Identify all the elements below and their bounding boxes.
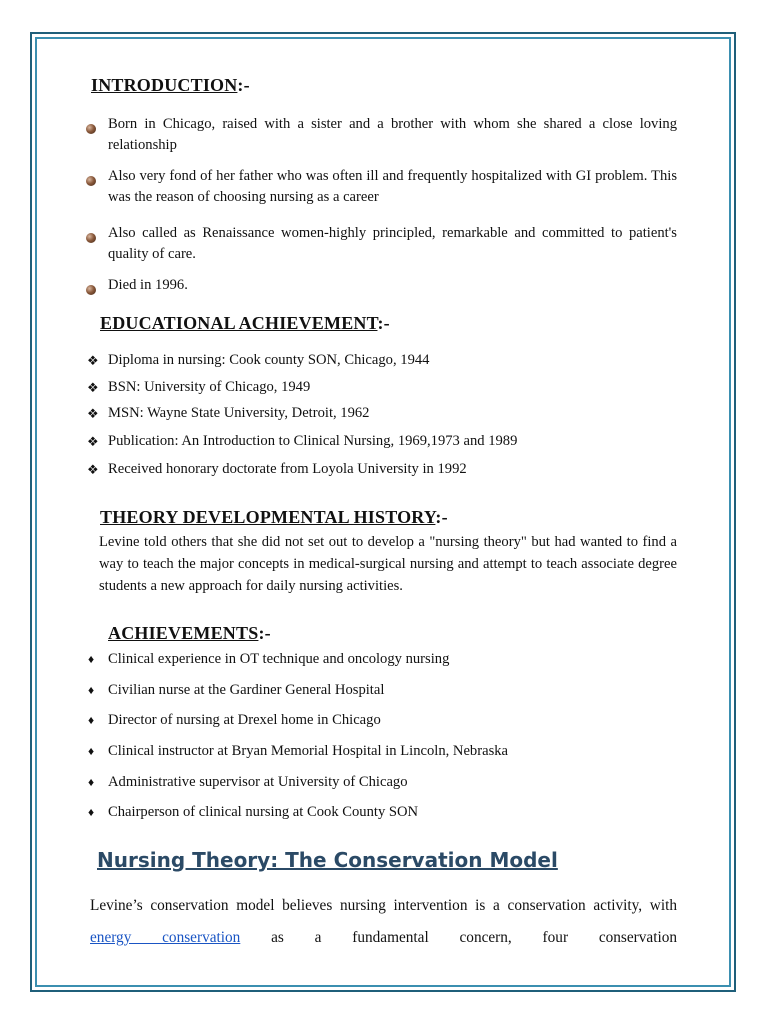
- solid-diamond-bullet-icon: ♦: [88, 805, 95, 819]
- theory-history-heading-title: THEORY DEVELOPMENTAL HISTORY: [100, 507, 436, 527]
- achievement-item-text: Director of nursing at Drexel home in Chicago: [108, 712, 381, 728]
- solid-diamond-bullet-icon: ♦: [88, 683, 95, 697]
- conservation-text-before: Levine’s conservation model believes nursing intervention is a conservation activity, with: [90, 897, 677, 914]
- education-heading: [100, 313, 390, 334]
- achievement-item-text: Civilian nurse at the Gardiner General Hospital: [108, 682, 385, 698]
- solid-diamond-bullet-icon: ♦: [88, 744, 95, 758]
- education-heading-suffix: :-: [377, 313, 390, 333]
- achievements-heading: [108, 623, 271, 644]
- conservation-model-paragraph: [90, 890, 677, 954]
- intro-item-text: Born in Chicago, raised with a sister and a brother with whom she shared a close loving relationship: [108, 116, 677, 153]
- conservation-model-heading: Nursing Theory: The Conservation Model: [97, 848, 558, 872]
- education-item-text: Publication: An Introduction to Clinical Nursing, 1969,1973 and 1989: [108, 433, 518, 449]
- education-heading-title: EDUCATIONAL ACHIEVEMENT: [100, 313, 378, 333]
- education-item-text: BSN: University of Chicago, 1949: [108, 379, 311, 395]
- achievement-item-text: Chairperson of clinical nursing at Cook County SON: [108, 804, 419, 820]
- intro-item-text: Also very fond of her father who was often ill and frequently hospitalized with GI problem. This was the reason of choosing nursing as a career: [108, 168, 677, 205]
- achievements-heading-suffix: :-: [258, 623, 271, 643]
- solid-diamond-bullet-icon: ♦: [88, 775, 95, 789]
- brown-sphere-bullet-icon: [86, 120, 96, 141]
- brown-sphere-bullet-icon: [86, 229, 96, 250]
- solid-diamond-bullet-icon: ♦: [88, 713, 95, 727]
- conservation-text-after: as a fundamental concern, four conservation: [240, 929, 677, 946]
- introduction-heading-suffix: :-: [237, 75, 250, 95]
- outline-diamond-bullet-icon: ❖: [87, 353, 99, 368]
- introduction-heading-title: INTRODUCTION: [91, 75, 238, 95]
- outline-diamond-bullet-icon: ❖: [87, 434, 99, 449]
- theory-history-paragraph: Levine told others that she did not set out to develop a "nursing theory" but had wanted to find a way to teach the major concepts in medical-surgical nursing and attempt to teach associate degree students a new approach for daily nursing activities.: [99, 534, 677, 594]
- intro-item-text: Also called as Renaissance women-highly principled, remarkable and committed to patient's quality of care.: [108, 225, 677, 262]
- achievement-item-text: Clinical experience in OT technique and oncology nursing: [108, 651, 450, 667]
- outline-diamond-bullet-icon: ❖: [87, 462, 99, 477]
- introduction-heading: [91, 75, 250, 96]
- energy-conservation-link[interactable]: energy conservation: [90, 929, 241, 946]
- education-item-text: Received honorary doctorate from Loyola University in 1992: [108, 461, 467, 477]
- achievement-item-text: Clinical instructor at Bryan Memorial Hospital in Lincoln, Nebraska: [108, 743, 509, 759]
- theory-history-heading-suffix: :-: [435, 507, 448, 527]
- brown-sphere-bullet-icon: [86, 172, 96, 193]
- education-item-text: Diploma in nursing: Cook county SON, Chicago, 1944: [108, 352, 430, 368]
- education-item-text: MSN: Wayne State University, Detroit, 1962: [108, 405, 370, 421]
- brown-sphere-bullet-icon: [86, 281, 96, 302]
- solid-diamond-bullet-icon: ♦: [88, 652, 95, 666]
- outline-diamond-bullet-icon: ❖: [87, 406, 99, 421]
- intro-item-text: Died in 1996.: [108, 277, 188, 293]
- achievement-item-text: Administrative supervisor at University of Chicago: [108, 774, 408, 790]
- achievements-heading-title: ACHIEVEMENTS: [108, 623, 259, 643]
- outline-diamond-bullet-icon: ❖: [87, 380, 99, 395]
- theory-history-heading: [100, 507, 448, 528]
